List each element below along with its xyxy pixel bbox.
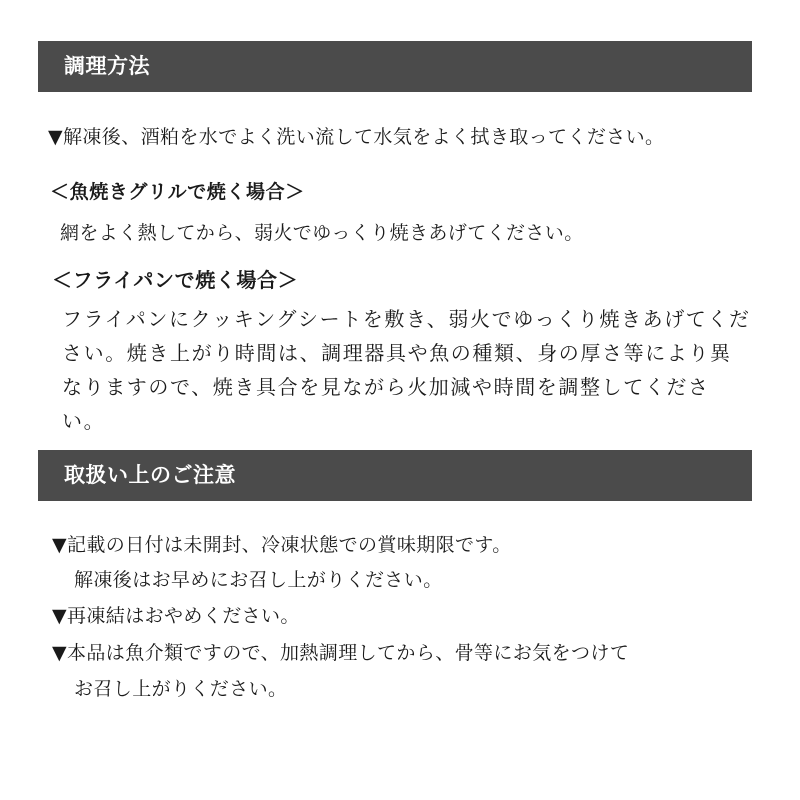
handling-section-header: 取扱い上のご注意 [38,450,752,501]
handling-note-1-line2: 解凍後はお早めにお召し上がりください。 [74,569,443,591]
grill-heading: ＜魚焼きグリルで焼く場合＞ [50,181,305,203]
pan-heading: ＜フライパンで焼く場合＞ [52,268,299,292]
handling-note-3-line1: ▼本品は魚介類ですので、加熱調理してから、骨等にお気をつけて [52,642,630,664]
handling-note-1-line1: ▼記載の日付は未開封、冷凍状態での賞味期限です。 [52,534,512,556]
cooking-section-header: 調理方法 [38,41,752,92]
grill-instructions: 網をよく熱してから、弱火でゆっくり焼きあげてください。 [60,222,584,244]
pan-instructions: フライパンにクッキングシートを敷き、弱火でゆっくり焼きあげてください。焼き上がり時間は、調理器具や魚の種類、身の厚さ等により異なりますので、焼き具合を見ながら火加減や時間を調整してください。 [62,307,751,433]
cooking-intro-text: ▼解凍後、酒粕を水でよく洗い流して水気をよく拭き取ってください。 [48,126,665,148]
handling-note-3-line2: お召し上がりください。 [74,678,288,700]
handling-note-2: ▼再凍結はおやめください。 [52,605,300,627]
